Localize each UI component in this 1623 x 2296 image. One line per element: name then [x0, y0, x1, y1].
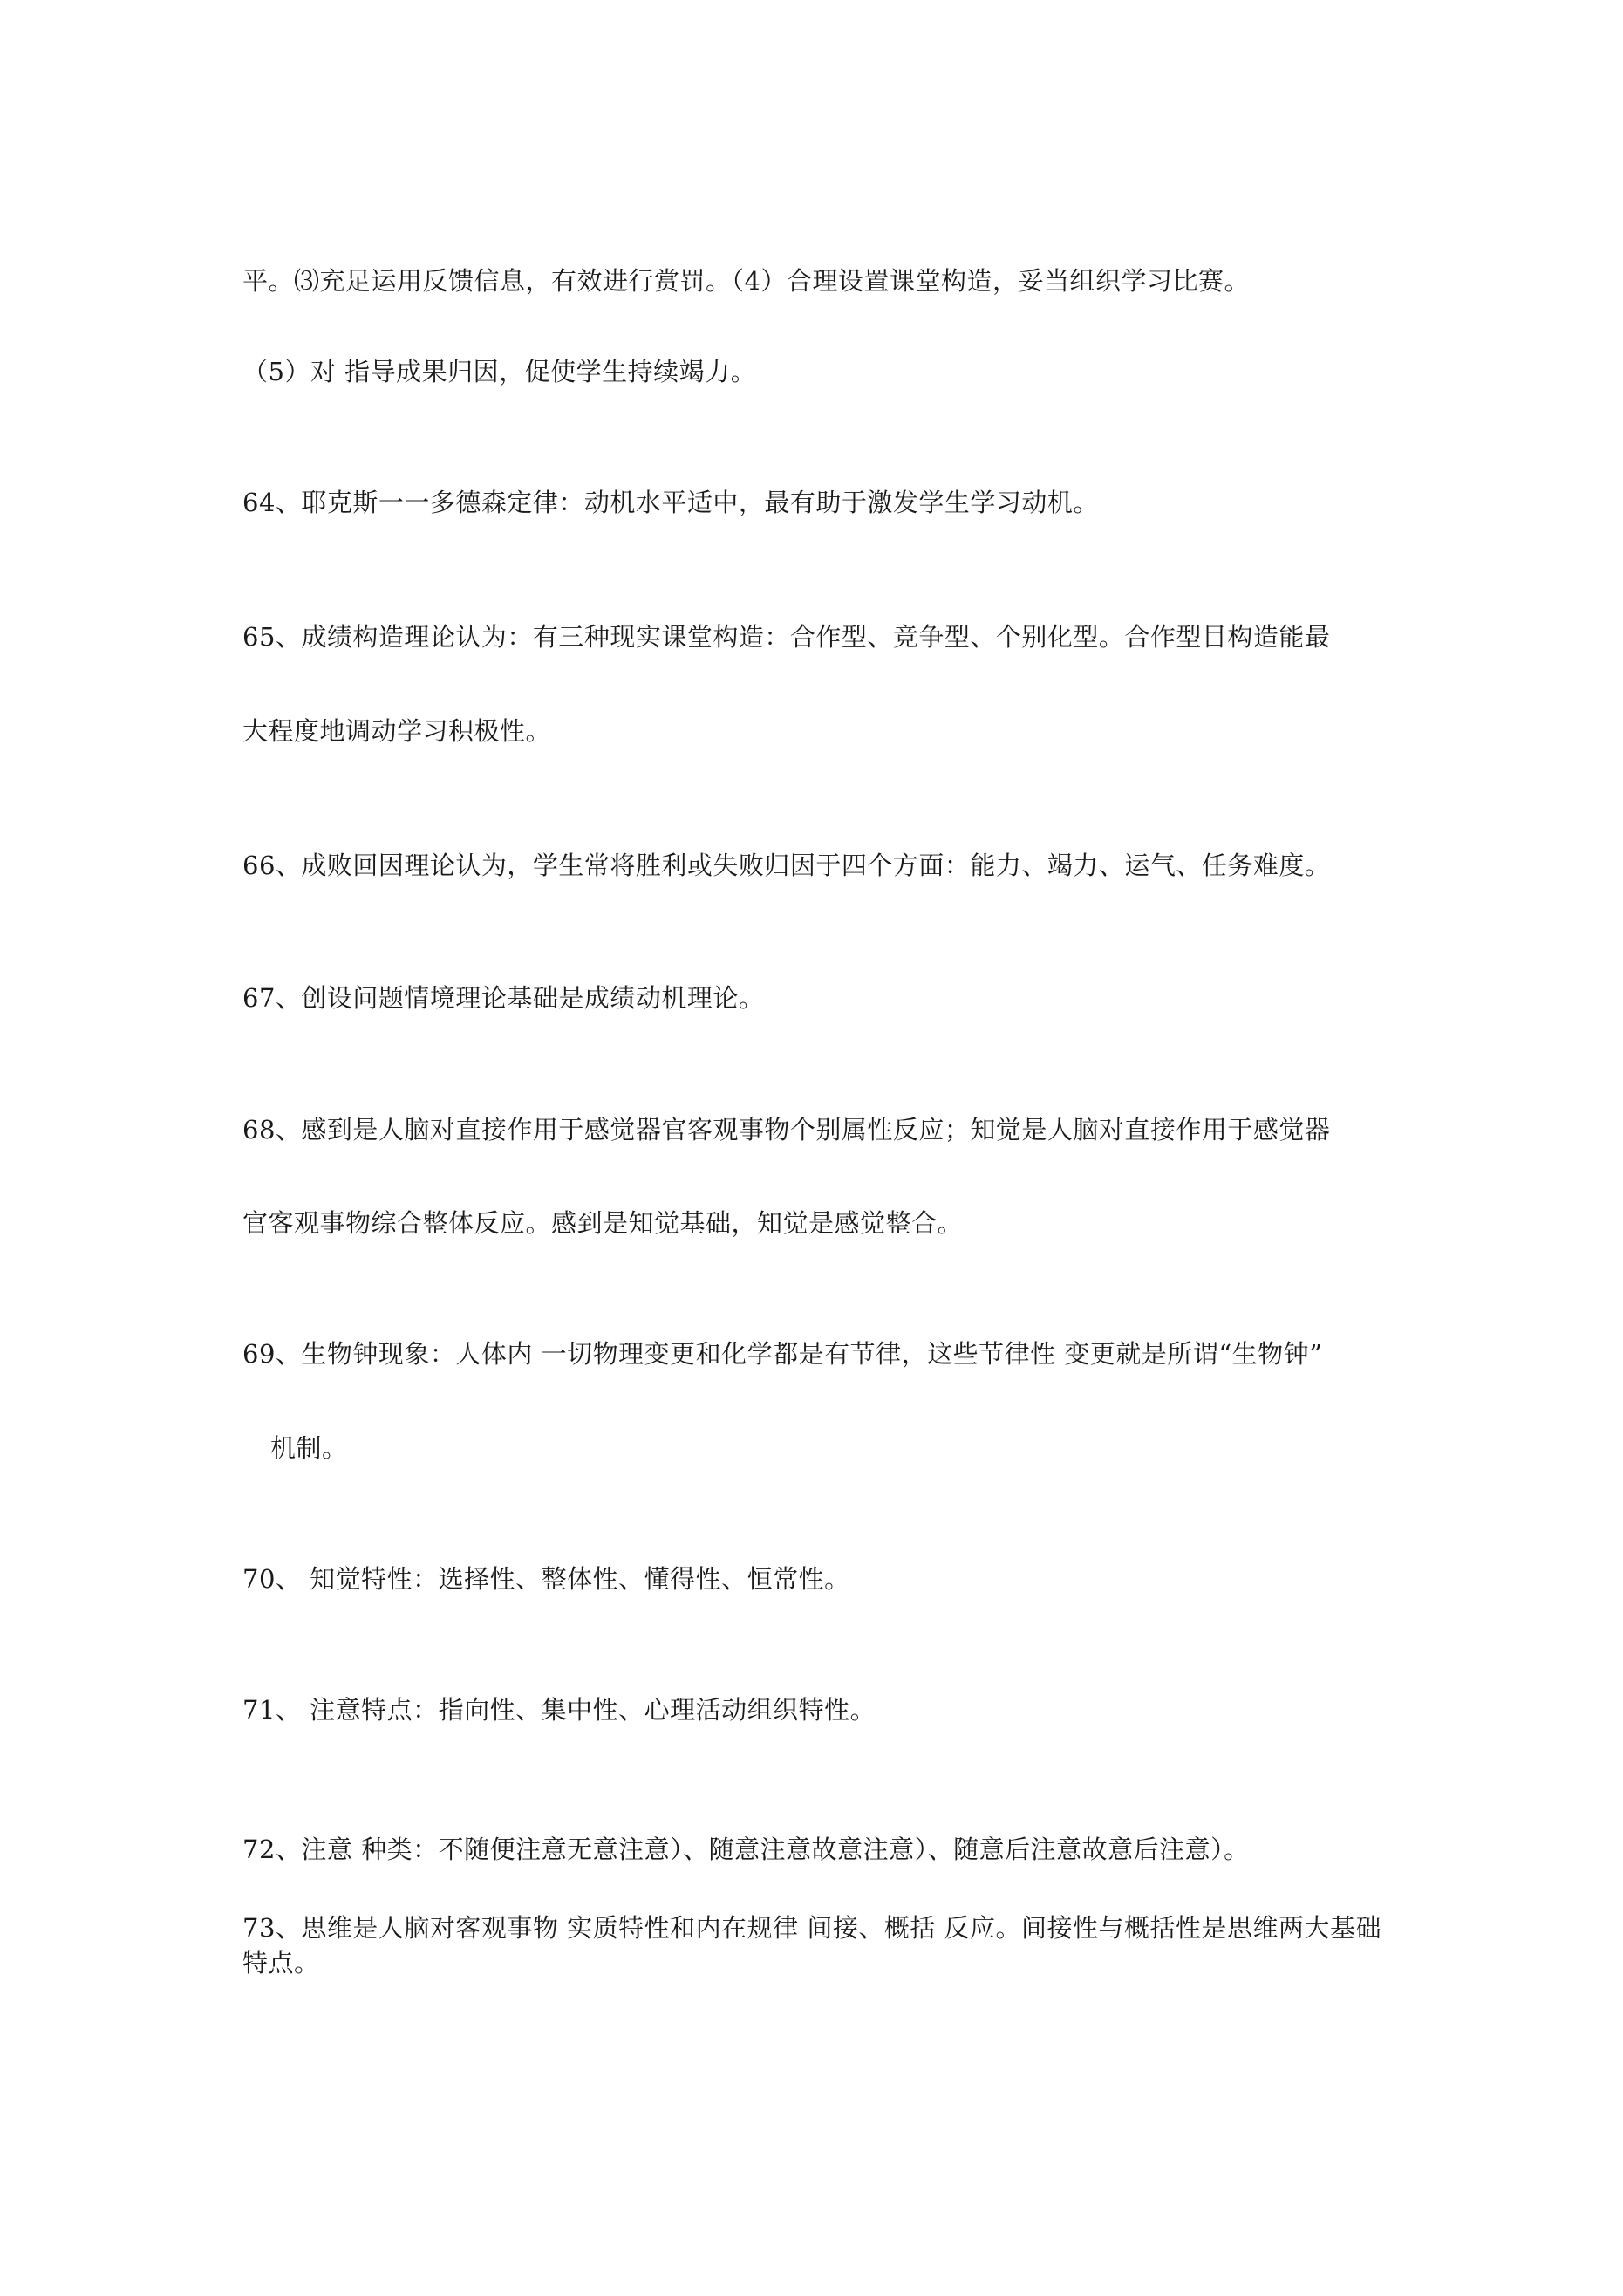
- text-line-item-72: 72、注意 种类：不随便注意无意注意）、随意注意故意注意）、随意后注意故意后注意）。: [242, 1835, 1250, 1864]
- text-line-item-69-cont: 机制。: [270, 1433, 348, 1463]
- text-line-item-73: 73、思维是人脑对客观事物 实质特性和内在规律 间接、概括 反应。间接性与概括性是思维两大基础特点。: [242, 1913, 1382, 1978]
- text-line-item-67: 67、创设问题情境理论基础是成绩动机理论。: [242, 983, 765, 1013]
- text-line-item-71: 71、 注意特点：指向性、集中性、心理活动组织特性。: [242, 1695, 876, 1725]
- text-line-1: 平。⑶充足运用反馈信息，有效进行赏罚。（4）合理设置课堂构造，妥当组织学习比赛。: [242, 266, 1250, 296]
- text-line-item-68: 68、感到是人脑对直接作用于感觉器官客观事物个别属性反应；知觉是人脑对直接作用于感觉器: [242, 1115, 1331, 1145]
- text-line-2: （5）对 指导成果归因，促使学生持续竭力。: [242, 357, 757, 386]
- text-line-item-68-cont: 官客观事物综合整体反应。感到是知觉基础，知觉是感觉整合。: [242, 1208, 964, 1238]
- text-line-item-65: 65、成绩构造理论认为：有三种现实课堂构造：合作型、竞争型、个别化型。合作型目构造能最: [242, 622, 1331, 652]
- text-line-item-66: 66、成败回因理论认为，学生常将胜利或失败归因于四个方面：能力、竭力、运气、任务难度。: [242, 851, 1331, 880]
- text-line-item-65-cont: 大程度地调动学习积极性。: [242, 716, 552, 746]
- text-line-item-69: 69、生物钟现象：人体内 一切物理变更和化学都是有节律，这些节律性 变更就是所谓“生物钟”: [242, 1339, 1323, 1369]
- text-line-item-70: 70、 知觉特性：选择性、整体性、懂得性、恒常性。: [242, 1564, 850, 1594]
- text-line-item-64: 64、耶克斯一一多德森定律：动机水平适中，最有助于激发学生学习动机。: [242, 488, 1099, 517]
